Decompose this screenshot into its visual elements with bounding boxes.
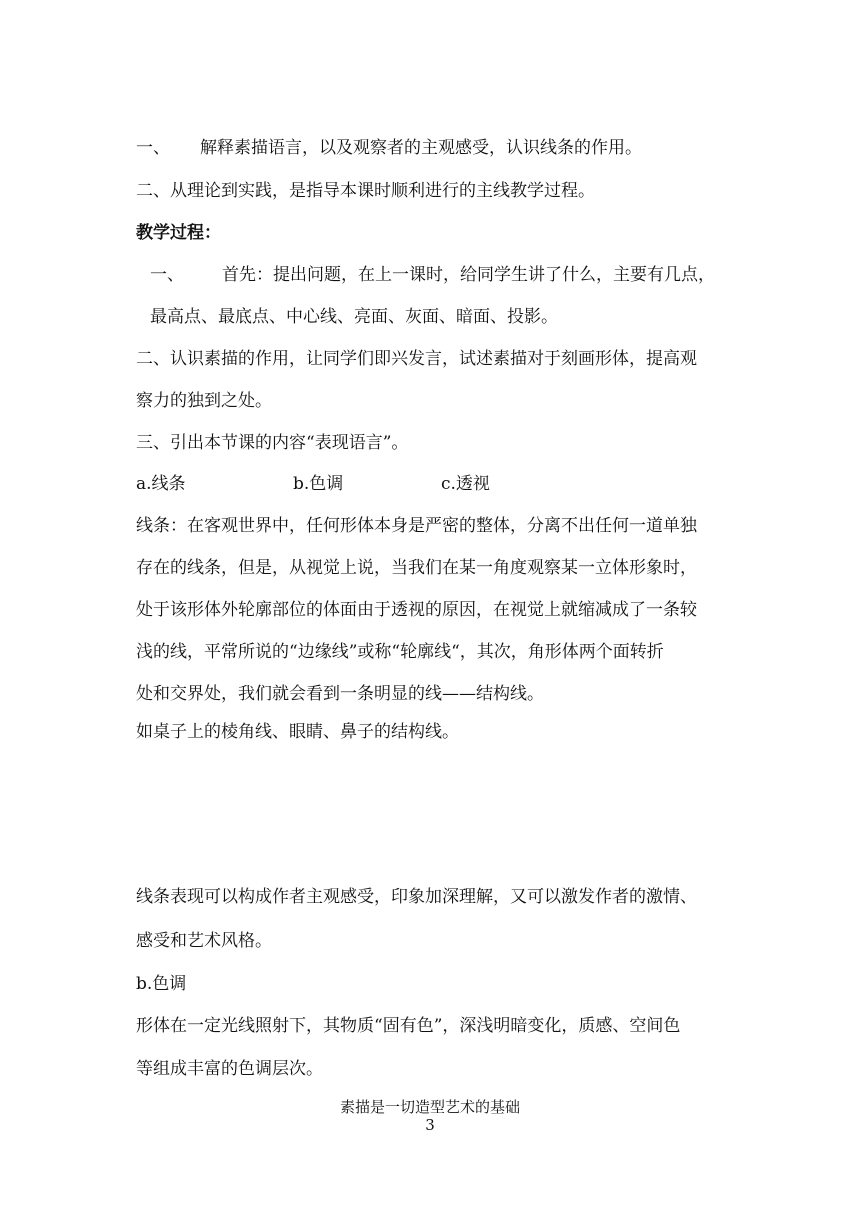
objective-item-1 (136, 137, 642, 159)
process-step-1-marker: 一、 (150, 265, 184, 285)
process-step-1-line-1 (150, 264, 715, 286)
option-a: a.线条 (136, 474, 186, 494)
footer-title: 素描是一切造型艺术的基础 (339, 1098, 520, 1116)
option-c: c.透视 (441, 474, 490, 494)
process-step-2-line-1: 二、认识素描的作用，让同学们即兴发言，试述素描对于刻画形体，提高观 (136, 349, 697, 369)
lines-paragraph-line-2: 存在的线条，但是，从视觉上说，当我们在某一角度观察某一立体形象时， (136, 558, 697, 578)
process-step-3: 三、引出本节课的内容“表现语言”。 (136, 433, 409, 453)
process-step-1-line-2: 最高点、最底点、中心线、亮面、灰面、暗面、投影。 (150, 307, 558, 327)
lines-paragraph-line-3: 处于该形体外轮廓部位的体面由于透视的原因，在视觉上就缩减成了一条较 (136, 600, 697, 620)
tone-paragraph-line-1: 形体在一定光线照射下，其物质“固有色”，深浅明暗变化，质感、空间色 (136, 1016, 681, 1036)
objective-item-1-text: 解释素描语言，以及观察者的主观感受，认识线条的作用。 (200, 138, 642, 158)
objective-item-1-marker: 一、 (136, 138, 170, 158)
lines-expression-line-1: 线条表现可以构成作者主观感受，印象加深理解，又可以激发作者的激情、 (136, 887, 697, 907)
lines-example: 如桌子上的棱角线、眼睛、鼻子的结构线。 (136, 722, 459, 742)
option-b: b.色调 (293, 474, 344, 494)
teaching-process-heading: 教学过程： (136, 223, 221, 243)
tone-paragraph-line-2: 等组成丰富的色调层次。 (136, 1059, 323, 1079)
lines-expression-line-2: 感受和艺术风格。 (136, 931, 272, 951)
process-step-2-line-2: 察力的独到之处。 (136, 391, 272, 411)
lines-paragraph-line-1: 线条：在客观世界中，任何形体本身是严密的整体，分离不出任何一道单独 (136, 516, 697, 536)
tone-heading: b.色调 (136, 974, 187, 994)
page-number: 3 (425, 1116, 435, 1134)
process-step-1-text: 首先：提出问题，在上一课时，给同学生讲了什么，主要有几点， (222, 265, 715, 285)
lines-paragraph-line-4: 浅的线，平常所说的“边缘线”或称“轮廓线“，其次，角形体两个面转折 (136, 642, 664, 662)
lines-paragraph-line-5: 处和交界处，我们就会看到一条明显的线——结构线。 (136, 684, 544, 704)
objective-item-2: 二、从理论到实践，是指导本课时顺利进行的主线教学过程。 (136, 181, 595, 201)
